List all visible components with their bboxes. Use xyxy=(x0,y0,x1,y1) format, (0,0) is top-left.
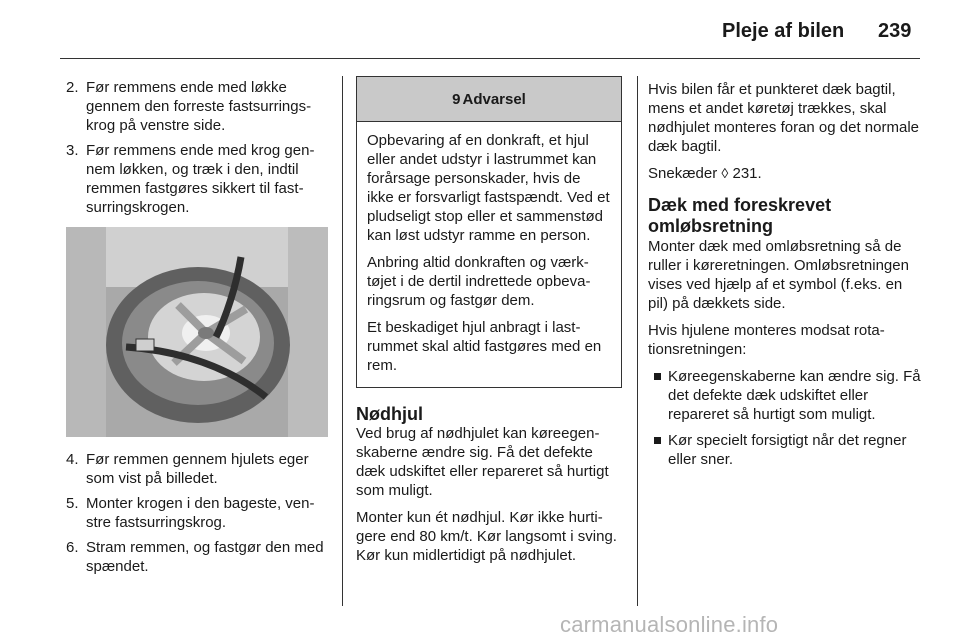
watermark: carmanualsonline.info xyxy=(560,612,779,637)
warning-body xyxy=(357,122,621,387)
step-number: 2. xyxy=(66,79,79,96)
body-paragraph: Monter kun ét nødhjul. Kør ikke hurtigere end 80 km/t. Kør langsomt i sving. Kør kun midlertidigt på nødhjulet. xyxy=(356,509,617,564)
bullet-square-icon xyxy=(654,373,661,380)
header-divider xyxy=(60,58,920,59)
section-heading-rotation: Dæk med foreskrevet omløbsretning xyxy=(648,195,832,236)
column-divider-2 xyxy=(637,76,638,606)
bullet-text: Køreegenskaberne kan ændre sig. Få det defekte dæk udskiftet eller repareret så hurtigt som muligt. xyxy=(668,368,921,423)
warning-paragraph: Et beskadiget hjul anbragt i lastrummet skal altid fastgøres med en rem. xyxy=(367,319,602,374)
body-paragraph: Monter dæk med omløbsretning så de ruller i køreretningen. Omløbsretningen vises ved hjælp af et symbol (f.eks. en pil) på dækkets side. xyxy=(648,238,909,312)
step-text: Før remmens ende med løkke gennem den forreste fastsurringskrog på venstre side. xyxy=(86,79,312,134)
bullet-text: Kør specielt forsigtigt når det regner eller sner. xyxy=(668,432,907,468)
cross-reference xyxy=(648,164,926,183)
column-3 xyxy=(648,80,926,476)
body-paragraph: Hvis bilen får et punkteret dæk bagtil, mens et andet køretøj trækkes, skal nødhjulet monteres foran og det normale dæk bagtil. xyxy=(648,81,919,155)
page-number: 239 xyxy=(878,20,912,42)
column-2 xyxy=(356,76,624,573)
bullet-square-icon xyxy=(654,437,661,444)
spare-wheel-photo xyxy=(66,227,328,437)
warning-paragraph: Opbevaring af en donkraft, et hjul eller andet udstyr i lastrummet kan forårsage personskader, hvis de ikke er forsvarligt fastspændt. Ved et pludseligt stop eller et sammenstød kan løst udstyr ramme en person. xyxy=(367,132,610,244)
spare-wheel-illustration xyxy=(66,227,328,437)
list-item xyxy=(66,450,328,488)
step-text: Monter krogen i den bageste, venstre fastsurringskrog. xyxy=(86,495,315,531)
warning-paragraph: Anbring altid donkraften og værktøjet i de dertil indrettede opbevaringsrum og fastgør dem. xyxy=(367,254,591,309)
column-1 xyxy=(66,78,328,582)
warning-box xyxy=(356,76,622,388)
step-number: 3. xyxy=(66,142,79,159)
body-paragraph: Hvis hjulene monteres modsat rotationsretningen: xyxy=(648,322,885,358)
bullet-item xyxy=(648,367,926,424)
step-number: 4. xyxy=(66,451,79,468)
section-heading-nodhjul: Nødhjul xyxy=(356,404,423,424)
step-text: Før remmen gennem hjulets eger som vist på billedet. xyxy=(86,451,309,487)
step-number: 5. xyxy=(66,495,79,512)
step-text: Stram remmen, og fastgør den med spændet. xyxy=(86,539,324,575)
list-item xyxy=(66,141,328,217)
cross-reference-page[interactable]: 231. xyxy=(732,165,762,182)
warning-header xyxy=(357,77,621,122)
step-number: 6. xyxy=(66,539,79,556)
list-item xyxy=(66,78,328,135)
body-paragraph: Ved brug af nødhjulet kan køreegenskaberne ændre sig. Få det defekte dæk udskiftet eller repareret så hurtigt som muligt. xyxy=(356,425,609,499)
list-item xyxy=(66,494,328,532)
reference-arrow-icon: ◊ xyxy=(721,165,729,181)
page-header-title: Pleje af bilen xyxy=(722,20,845,42)
cross-reference-label: Snekæder xyxy=(648,165,718,182)
bullet-item xyxy=(648,431,926,469)
list-item xyxy=(66,538,328,576)
warning-icon: 9 xyxy=(452,90,461,108)
column-divider-1 xyxy=(342,76,343,606)
warning-title: Advarsel xyxy=(462,90,526,108)
step-text: Før remmens ende med krog gennem løkken, og træk i den, indtil remmen fastgøres sikkert til fastsurringskrogen. xyxy=(86,142,315,216)
